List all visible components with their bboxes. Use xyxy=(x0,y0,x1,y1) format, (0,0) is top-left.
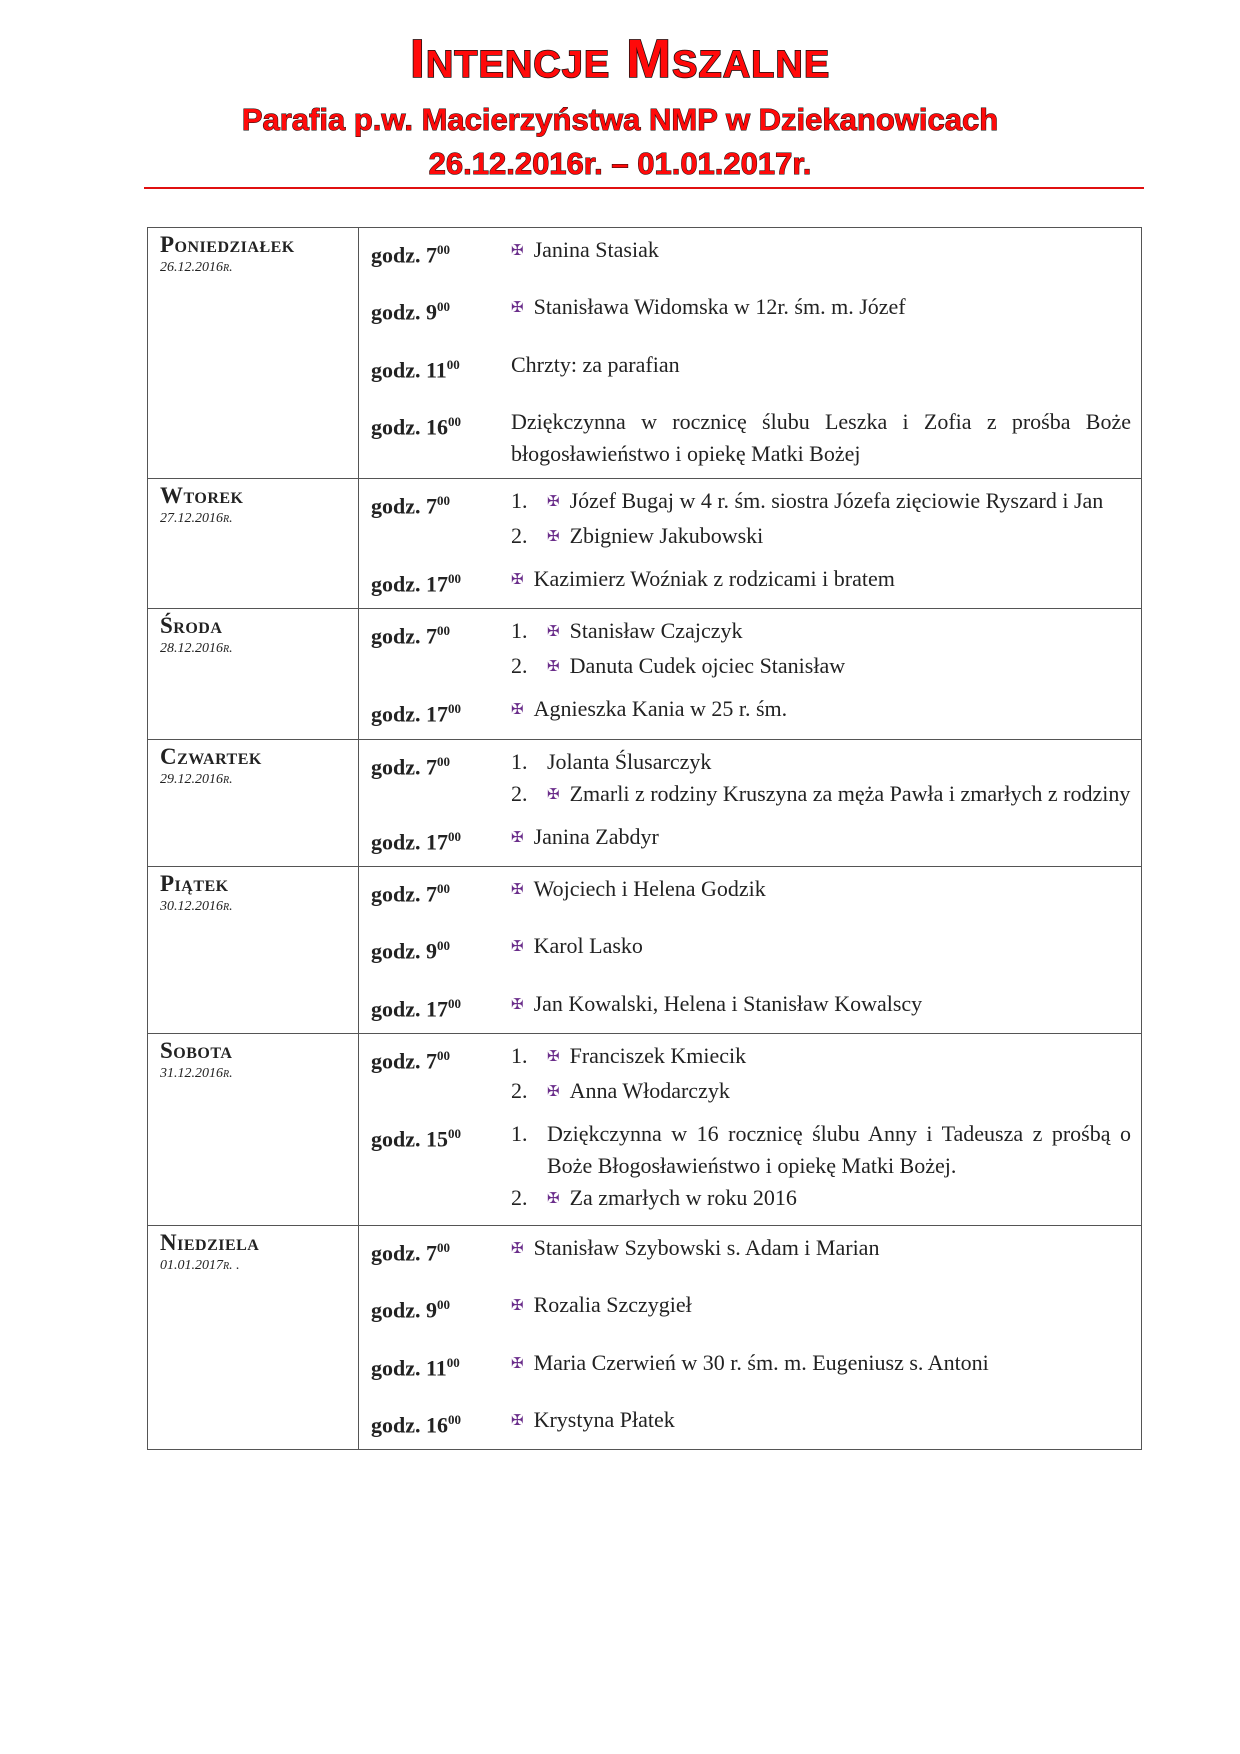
intentions-list xyxy=(511,1289,1131,1324)
cross-icon: ✠ xyxy=(511,881,524,898)
intention-item xyxy=(511,1289,1131,1324)
cross-icon: ✠ xyxy=(511,1240,524,1257)
date-range: 26.12.2016r. – 01.01.2017r. xyxy=(428,146,812,181)
intentions-list xyxy=(511,615,1131,685)
intention-item xyxy=(511,1075,1131,1110)
day-date: 27.12.2016r. xyxy=(160,510,233,526)
intention-number: 2. xyxy=(511,653,528,679)
cross-icon: ✠ xyxy=(547,1048,560,1065)
intention-text: Danuta Cudek ojciec Stanisław xyxy=(569,653,846,679)
cross-icon: ✠ xyxy=(511,1355,524,1372)
mass-time xyxy=(371,693,511,730)
intention-line xyxy=(511,406,1131,470)
time-hour: 17 xyxy=(426,701,448,727)
intention-item xyxy=(511,988,1131,1023)
intention-line xyxy=(511,930,1131,965)
mass-entry xyxy=(371,406,1131,470)
mass-time xyxy=(371,1404,511,1441)
intention-item xyxy=(511,778,1131,813)
day-date: 29.12.2016r. xyxy=(160,771,233,787)
intention-item xyxy=(511,1232,1131,1267)
time-prefix: godz. xyxy=(371,995,421,1021)
intention-text: Agnieszka Kania w 25 r. śm. xyxy=(533,696,788,722)
intention-number: 2. xyxy=(511,1077,528,1103)
day-date: 01.01.2017r. . xyxy=(160,1257,240,1273)
day-cell xyxy=(148,1225,359,1449)
day-name: Wtorek xyxy=(160,482,244,508)
time-hour: 7 xyxy=(426,623,437,649)
cross-icon: ✠ xyxy=(511,571,524,588)
masses-cell xyxy=(359,478,1142,608)
intention-line xyxy=(547,778,1131,813)
intentions-list xyxy=(511,349,1131,381)
intention-text: Kazimierz Woźniak z rodzicami i bratem xyxy=(533,565,895,591)
intention-text: Wojciech i Helena Godzik xyxy=(533,875,766,901)
day-cell xyxy=(148,228,359,479)
intention-line xyxy=(511,1232,1131,1267)
time-prefix: godz. xyxy=(371,1297,421,1323)
day-row xyxy=(148,609,1142,739)
time-minutes: 00 xyxy=(448,701,461,717)
time-minutes: 00 xyxy=(437,299,450,315)
time-prefix: godz. xyxy=(371,1412,421,1438)
day-cell xyxy=(148,1033,359,1225)
mass-time xyxy=(371,1118,511,1155)
day-cell xyxy=(148,866,359,1033)
time-minutes: 00 xyxy=(437,938,450,954)
intention-text: Stanisława Widomska w 12r. śm. m. Józef xyxy=(533,294,906,320)
intention-line xyxy=(511,349,1131,381)
time-minutes: 00 xyxy=(437,623,450,639)
intentions-list xyxy=(511,234,1131,269)
intention-text: Rozalia Szczygieł xyxy=(533,1292,692,1318)
intention-number: 1. xyxy=(511,748,528,774)
intention-text: Zbigniew Jakubowski xyxy=(569,522,764,548)
mass-time xyxy=(371,988,511,1025)
day-date: 28.12.2016r. xyxy=(160,641,233,657)
day-name: Niedziela xyxy=(160,1229,260,1255)
intention-line xyxy=(511,1289,1131,1324)
mass-entry xyxy=(371,1289,1131,1326)
intention-item xyxy=(511,650,1131,685)
intention-number: 1. xyxy=(511,1120,528,1146)
intention-text: Maria Czerwień w 30 r. śm. m. Eugeniusz s. Antoni xyxy=(533,1349,989,1375)
time-prefix: godz. xyxy=(371,356,421,382)
mass-time xyxy=(371,485,511,522)
cross-icon: ✠ xyxy=(511,1298,524,1315)
cross-icon: ✠ xyxy=(547,659,560,676)
time-hour: 17 xyxy=(426,828,448,854)
intentions-list xyxy=(511,873,1131,908)
mass-time xyxy=(371,615,511,652)
intention-item xyxy=(511,291,1131,326)
time-hour: 15 xyxy=(426,1126,448,1152)
intention-number: 1. xyxy=(511,487,528,513)
time-prefix: godz. xyxy=(371,493,421,519)
time-hour: 16 xyxy=(426,414,448,440)
time-minutes: 00 xyxy=(437,1047,450,1063)
time-minutes: 00 xyxy=(437,753,450,769)
intention-item xyxy=(511,485,1131,520)
cross-icon: ✠ xyxy=(547,1083,560,1100)
time-hour: 7 xyxy=(426,1240,437,1266)
intention-item xyxy=(511,693,1131,728)
time-prefix: godz. xyxy=(371,1240,421,1266)
mass-entry xyxy=(371,349,1131,386)
cross-icon: ✠ xyxy=(511,243,524,259)
intention-number: 2. xyxy=(511,522,528,548)
time-hour: 17 xyxy=(426,995,448,1021)
time-prefix: godz. xyxy=(371,623,421,649)
intention-line xyxy=(511,988,1131,1023)
mass-entry xyxy=(371,930,1131,967)
cross-icon: ✠ xyxy=(511,702,524,719)
day-name: Piątek xyxy=(160,870,229,896)
time-prefix: godz. xyxy=(371,881,421,907)
day-name: Czwartek xyxy=(160,743,262,769)
intention-item xyxy=(511,930,1131,965)
mass-entry xyxy=(371,1118,1131,1217)
time-minutes: 00 xyxy=(437,1239,450,1255)
time-hour: 9 xyxy=(426,1297,437,1323)
time-minutes: 00 xyxy=(446,1354,460,1370)
time-hour: 7 xyxy=(426,493,437,519)
intention-line xyxy=(511,1347,1131,1382)
intention-text: Stanisław Szybowski s. Adam i Marian xyxy=(533,1234,880,1260)
intention-line xyxy=(547,1118,1131,1182)
intentions-list xyxy=(511,821,1131,856)
time-prefix: godz. xyxy=(371,242,421,268)
intention-line xyxy=(547,650,1131,685)
intention-item xyxy=(511,406,1131,470)
time-minutes: 00 xyxy=(446,356,460,372)
intention-text: Chrzty: za parafian xyxy=(511,351,680,377)
time-prefix: godz. xyxy=(371,828,421,854)
mass-time xyxy=(371,406,511,443)
day-name: Sobota xyxy=(160,1037,233,1063)
intention-item xyxy=(511,873,1131,908)
intention-item xyxy=(511,1404,1131,1439)
time-prefix: godz. xyxy=(371,1126,421,1152)
day-cell xyxy=(148,478,359,608)
intention-text: Krystyna Płatek xyxy=(533,1406,675,1432)
intention-text: Za zmarłych w roku 2016 xyxy=(569,1184,797,1210)
mass-time xyxy=(371,930,511,967)
intention-text: Karol Lasko xyxy=(533,933,643,959)
time-hour: 17 xyxy=(426,571,448,597)
time-hour: 7 xyxy=(426,1048,437,1074)
time-hour: 9 xyxy=(426,299,437,325)
cross-icon: ✠ xyxy=(547,493,560,510)
mass-time xyxy=(371,821,511,858)
intention-item xyxy=(511,1182,1131,1217)
time-hour: 11 xyxy=(426,356,447,382)
time-minutes: 00 xyxy=(437,880,450,896)
intentions-list xyxy=(511,746,1131,813)
time-minutes: 00 xyxy=(448,1125,461,1141)
day-row xyxy=(148,866,1142,1033)
day-name: Poniedziałek xyxy=(160,232,295,257)
mass-entry xyxy=(371,291,1131,328)
mass-time xyxy=(371,1289,511,1326)
mass-entry xyxy=(371,988,1131,1025)
intention-text: Stanisław Czajczyk xyxy=(569,618,743,644)
time-prefix: godz. xyxy=(371,1354,421,1380)
masses-cell xyxy=(359,609,1142,739)
time-minutes: 00 xyxy=(448,413,461,429)
time-hour: 7 xyxy=(426,881,437,907)
time-hour: 7 xyxy=(426,242,437,268)
intentions-list xyxy=(511,1118,1131,1217)
intention-item xyxy=(511,1040,1131,1075)
day-date: 31.12.2016r. xyxy=(160,1065,233,1081)
day-row xyxy=(148,739,1142,866)
intention-text: Janina Zabdyr xyxy=(533,823,659,849)
mass-time xyxy=(371,746,511,783)
intention-line xyxy=(511,1404,1131,1439)
intention-number: 1. xyxy=(511,618,528,644)
intention-line xyxy=(511,873,1131,908)
time-hour: 11 xyxy=(426,1354,447,1380)
time-prefix: godz. xyxy=(371,701,421,727)
cross-icon: ✠ xyxy=(547,1190,560,1207)
intention-item xyxy=(511,349,1131,381)
mass-time xyxy=(371,1347,511,1384)
mass-entry xyxy=(371,746,1131,813)
intention-text: Jan Kowalski, Helena i Stanisław Kowalscy xyxy=(533,990,923,1016)
mass-time xyxy=(371,1040,511,1077)
header-divider xyxy=(144,187,1144,189)
time-prefix: godz. xyxy=(371,938,421,964)
mass-entry xyxy=(371,1404,1131,1441)
intention-line xyxy=(511,821,1131,856)
cross-icon: ✠ xyxy=(511,996,524,1013)
intentions-list xyxy=(511,988,1131,1023)
time-minutes: 00 xyxy=(448,995,461,1011)
intention-line xyxy=(547,1040,1131,1075)
intentions-list xyxy=(511,1232,1131,1267)
intentions-list xyxy=(511,1040,1131,1110)
mass-entry xyxy=(371,563,1131,600)
time-hour: 16 xyxy=(426,1412,448,1438)
intention-line xyxy=(547,746,1131,778)
intention-text: Zmarli z rodziny Kruszyna za męża Pawła i zmarłych z rodziny xyxy=(569,780,1131,806)
intentions-list xyxy=(511,693,1131,728)
mass-entry xyxy=(371,1232,1131,1269)
day-date: 30.12.2016r. xyxy=(160,898,233,914)
intention-item xyxy=(511,563,1131,598)
time-prefix: godz. xyxy=(371,753,421,779)
cross-icon: ✠ xyxy=(511,1412,524,1429)
time-minutes: 00 xyxy=(448,1411,461,1427)
mass-time xyxy=(371,291,511,328)
intention-line xyxy=(547,1075,1131,1110)
time-hour: 9 xyxy=(426,938,437,964)
intention-line xyxy=(511,563,1131,598)
intention-number: 2. xyxy=(511,1184,528,1210)
day-row xyxy=(148,1033,1142,1225)
intention-text: Anna Włodarczyk xyxy=(569,1077,730,1103)
mass-entry xyxy=(371,873,1131,910)
time-minutes: 00 xyxy=(437,242,450,257)
mass-time xyxy=(371,349,511,386)
table-body xyxy=(148,228,1142,1450)
mass-entry xyxy=(371,1347,1131,1384)
intention-number: 1. xyxy=(511,1042,528,1068)
intention-line xyxy=(511,291,1131,326)
intention-item xyxy=(511,615,1131,650)
intentions-list xyxy=(511,930,1131,965)
time-prefix: godz. xyxy=(371,414,421,440)
mass-entry xyxy=(371,821,1131,858)
intention-line xyxy=(511,234,1131,269)
mass-entry xyxy=(371,485,1131,555)
masses-cell xyxy=(359,866,1142,1033)
intention-item xyxy=(511,1347,1131,1382)
intention-number: 2. xyxy=(511,780,528,806)
intentions-list xyxy=(511,291,1131,326)
time-hour: 7 xyxy=(426,753,437,779)
mass-entry xyxy=(371,1040,1131,1110)
intention-text: Franciszek Kmiecik xyxy=(569,1042,747,1068)
mass-time xyxy=(371,234,511,271)
time-prefix: godz. xyxy=(371,571,421,597)
day-row xyxy=(148,1225,1142,1449)
cross-icon: ✠ xyxy=(547,528,560,545)
intention-text: Józef Bugaj w 4 r. śm. siostra Józefa zięciowie Ryszard i Jan xyxy=(569,487,1104,513)
time-prefix: godz. xyxy=(371,299,421,325)
intention-item xyxy=(511,1118,1131,1182)
intention-line xyxy=(547,520,1131,555)
cross-icon: ✠ xyxy=(511,829,524,846)
intention-item xyxy=(511,234,1131,269)
intentions-list xyxy=(511,406,1131,470)
page-title: Intencje Mszalne xyxy=(409,29,831,89)
intention-item xyxy=(511,520,1131,555)
cross-icon: ✠ xyxy=(547,786,560,803)
day-date: 26.12.2016r. xyxy=(160,260,233,275)
masses-cell xyxy=(359,228,1142,479)
time-minutes: 00 xyxy=(448,570,461,586)
intentions-list xyxy=(511,1404,1131,1439)
time-minutes: 00 xyxy=(448,828,461,844)
intention-text: Dziękczynna w rocznicę ślubu Leszka i Zofia z prośba Boże błogosławieństwo i opiekę Matki Bożej xyxy=(511,408,1131,466)
cross-icon: ✠ xyxy=(511,300,524,317)
mass-entry xyxy=(371,615,1131,685)
intention-line xyxy=(547,1182,1131,1217)
day-cell xyxy=(148,609,359,739)
intention-line xyxy=(511,693,1131,728)
mass-time xyxy=(371,873,511,910)
intention-item xyxy=(511,746,1131,778)
intention-item xyxy=(511,821,1131,856)
day-row xyxy=(148,228,1142,479)
intention-text: Janina Stasiak xyxy=(533,237,659,262)
time-minutes: 00 xyxy=(437,492,450,508)
intention-line xyxy=(547,615,1131,650)
cross-icon: ✠ xyxy=(547,624,560,641)
intention-text: Jolanta Ślusarczyk xyxy=(547,748,712,774)
masses-cell xyxy=(359,1225,1142,1449)
mass-time xyxy=(371,563,511,600)
masses-cell xyxy=(359,1033,1142,1225)
day-name: Środa xyxy=(160,613,223,639)
intention-line xyxy=(547,485,1131,520)
parish-name: Parafia p.w. Macierzyństwa NMP w Dziekanowicach xyxy=(241,102,999,137)
mass-intentions-table xyxy=(147,227,1142,1450)
intentions-list xyxy=(511,1347,1131,1382)
time-minutes: 00 xyxy=(437,1297,450,1313)
day-row xyxy=(148,478,1142,608)
mass-entry xyxy=(371,234,1131,271)
day-cell xyxy=(148,739,359,866)
mass-time xyxy=(371,1232,511,1269)
time-prefix: godz. xyxy=(371,1048,421,1074)
intentions-list xyxy=(511,485,1131,555)
masses-cell xyxy=(359,739,1142,866)
intentions-list xyxy=(511,563,1131,598)
cross-icon: ✠ xyxy=(511,939,524,956)
intention-text: Dziękczynna w 16 rocznicę ślubu Anny i Tadeusza z prośbą o Boże Błogosławieństwo i opiekę Matki Bożej. xyxy=(547,1120,1131,1178)
mass-entry xyxy=(371,693,1131,730)
